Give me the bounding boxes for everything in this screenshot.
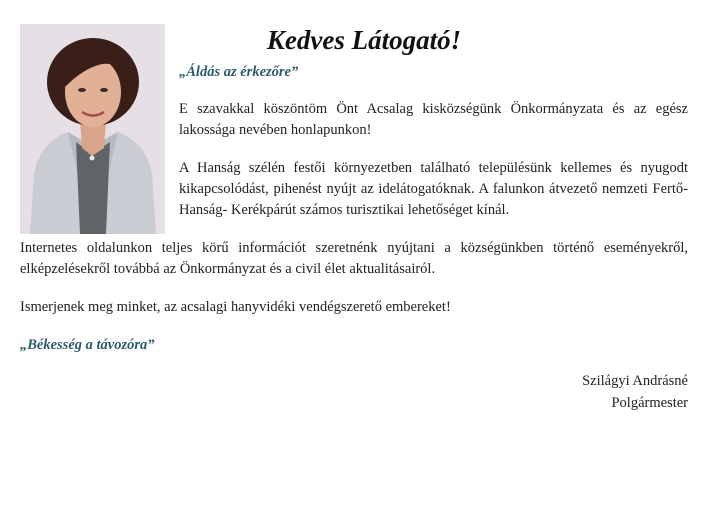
greeting-quote: „Áldás az érkezőre” (179, 64, 299, 80)
paragraph-village: A Hanság szélén festői környezetben található településünk kellemes és nyugodt kikapcsolódást, pihenést nyújt az idelátogatóknak. A falunkon átvezető nemzeti Fertő-Hanság- Kerékpárút számos turisztikai lehetőséget kínál. (179, 160, 688, 218)
farewell-quote: „Békesség a távozóra” (20, 337, 155, 353)
portrait-illustration (20, 24, 165, 234)
signature-role: Polgármester (611, 395, 688, 411)
signature-name: Szilágyi Andrásné (582, 373, 688, 389)
page-title: Kedves Látogató! (266, 25, 462, 55)
welcome-letter (20, 18, 688, 414)
paragraph-invitation: Ismerjenek meg minket, az acsalagi hanyvidéki vendégszerető embereket! (20, 299, 451, 315)
mayor-portrait (20, 24, 165, 234)
paragraph-welcome: E szavakkal köszöntöm Önt Acsalag kisközségünk Önkormányzata és az egész lakossága nevében honlapunkon! (179, 101, 688, 138)
signature-block (20, 370, 688, 414)
paragraph-website: Internetes oldalunkon teljes körű információt szeretnénk nyújtani a községünkben történő eseményekről, elképzelésekről továbbá az Önkormányzat és a civil élet aktualitásairól. (20, 240, 688, 277)
